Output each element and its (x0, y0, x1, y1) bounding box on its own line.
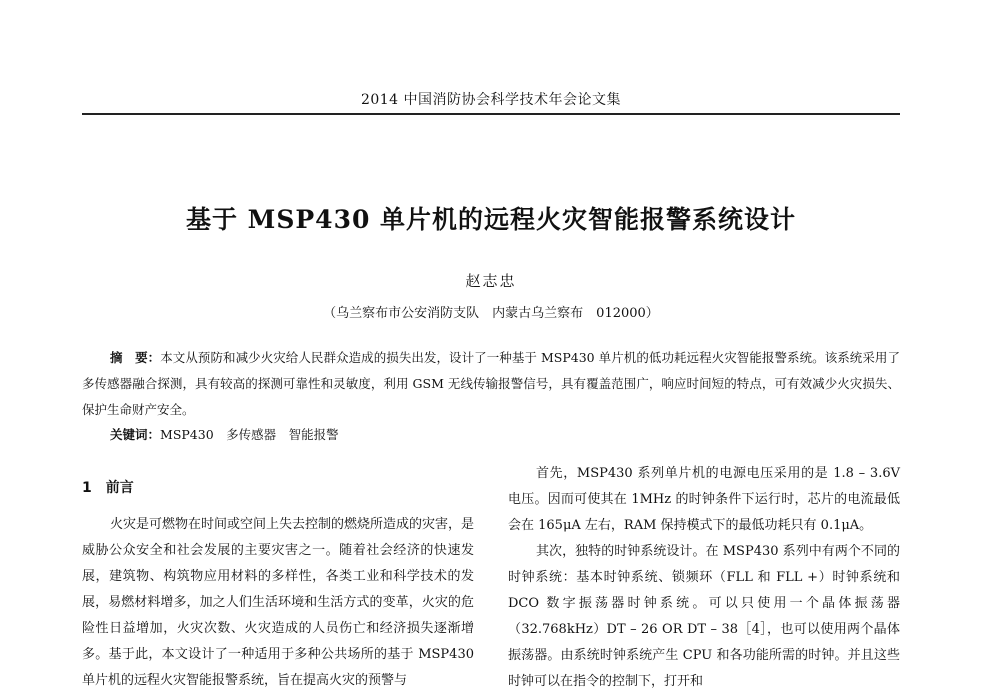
running-header: 2014 中国消防协会科学技术年会论文集 (360, 92, 622, 108)
abstract (82, 345, 900, 423)
section-heading-introduction: 1 前言 (82, 480, 134, 496)
intro-paragraph: 火灾是可燃物在时间或空间上失去控制的燃烧所造成的灾害，是威胁公众安全和社会发展的主要灾害之一。随着社会经济的快速发展，建筑物、构筑物应用材料的多样性，各类工业和科学技术的发展，易燃材料增多，加之人们生活环境和生活方式的变革，火灾的危险性日益增加，火灾次数、火灾造成的人员伤亡和经济损失逐渐增多。基于此，本文设计了一种适用于多种公共场所的基于 MSP430 单片机的远程火灾智能报警系统，旨在提高火灾的预警与 (82, 517, 475, 688)
keywords-label: 关键词： (110, 427, 161, 442)
power-paragraph: 首先，MSP430 系列单片机的电源电压采用的是 1.8 – 3.6V 电压。因而可使其在 1MHz 的时钟条件下运行时，芯片的电流最低会在 165μA 左右，RAM 保持模式下的最低功耗只有 0.1μA。 (508, 466, 900, 533)
left-column (82, 474, 474, 694)
keywords (110, 422, 900, 448)
header-rule (82, 113, 900, 115)
abstract-text: 本文从预防和减少火灾给人民群众造成的损失出发，设计了一种基于 MSP430 单片机的低功耗远程火灾智能报警系统。该系统采用了多传感器融合探测，具有较高的探测可靠性和灵敏度，利用 GSM 无线传输报警信号，具有覆盖范围广，响应时间短的特点，可有效减少火灾损失、保护生命财产安全。 (82, 350, 900, 417)
abstract-label: 摘 要： (110, 350, 161, 365)
clock-paragraph: 其次，独特的时钟系统设计。在 MSP430 系列中有两个不同的时钟系统：基本时钟系统、锁频环（FLL 和 FLL +）时钟系统和 DCO 数字振荡器时钟系统。可以只使用一个晶体振荡器（32.768kHz）DT – 26 OR DT – 38［4］，也可以使用两个晶体振荡器。由系统时钟系统产生 CPU 和各功能所需的时钟。并且这些时钟可以在指令的控制下，打开和 (508, 544, 900, 689)
paper-author: 赵志忠 (465, 272, 517, 290)
author-affiliation: （乌兰察布市公安消防支队 内蒙古乌兰察布 012000） (323, 306, 659, 321)
paper-title: 基于 MSP430 单片机的远程火灾智能报警系统设计 (185, 205, 797, 234)
keywords-text: MSP430 多传感器 智能报警 (160, 427, 339, 442)
right-column (508, 461, 900, 695)
